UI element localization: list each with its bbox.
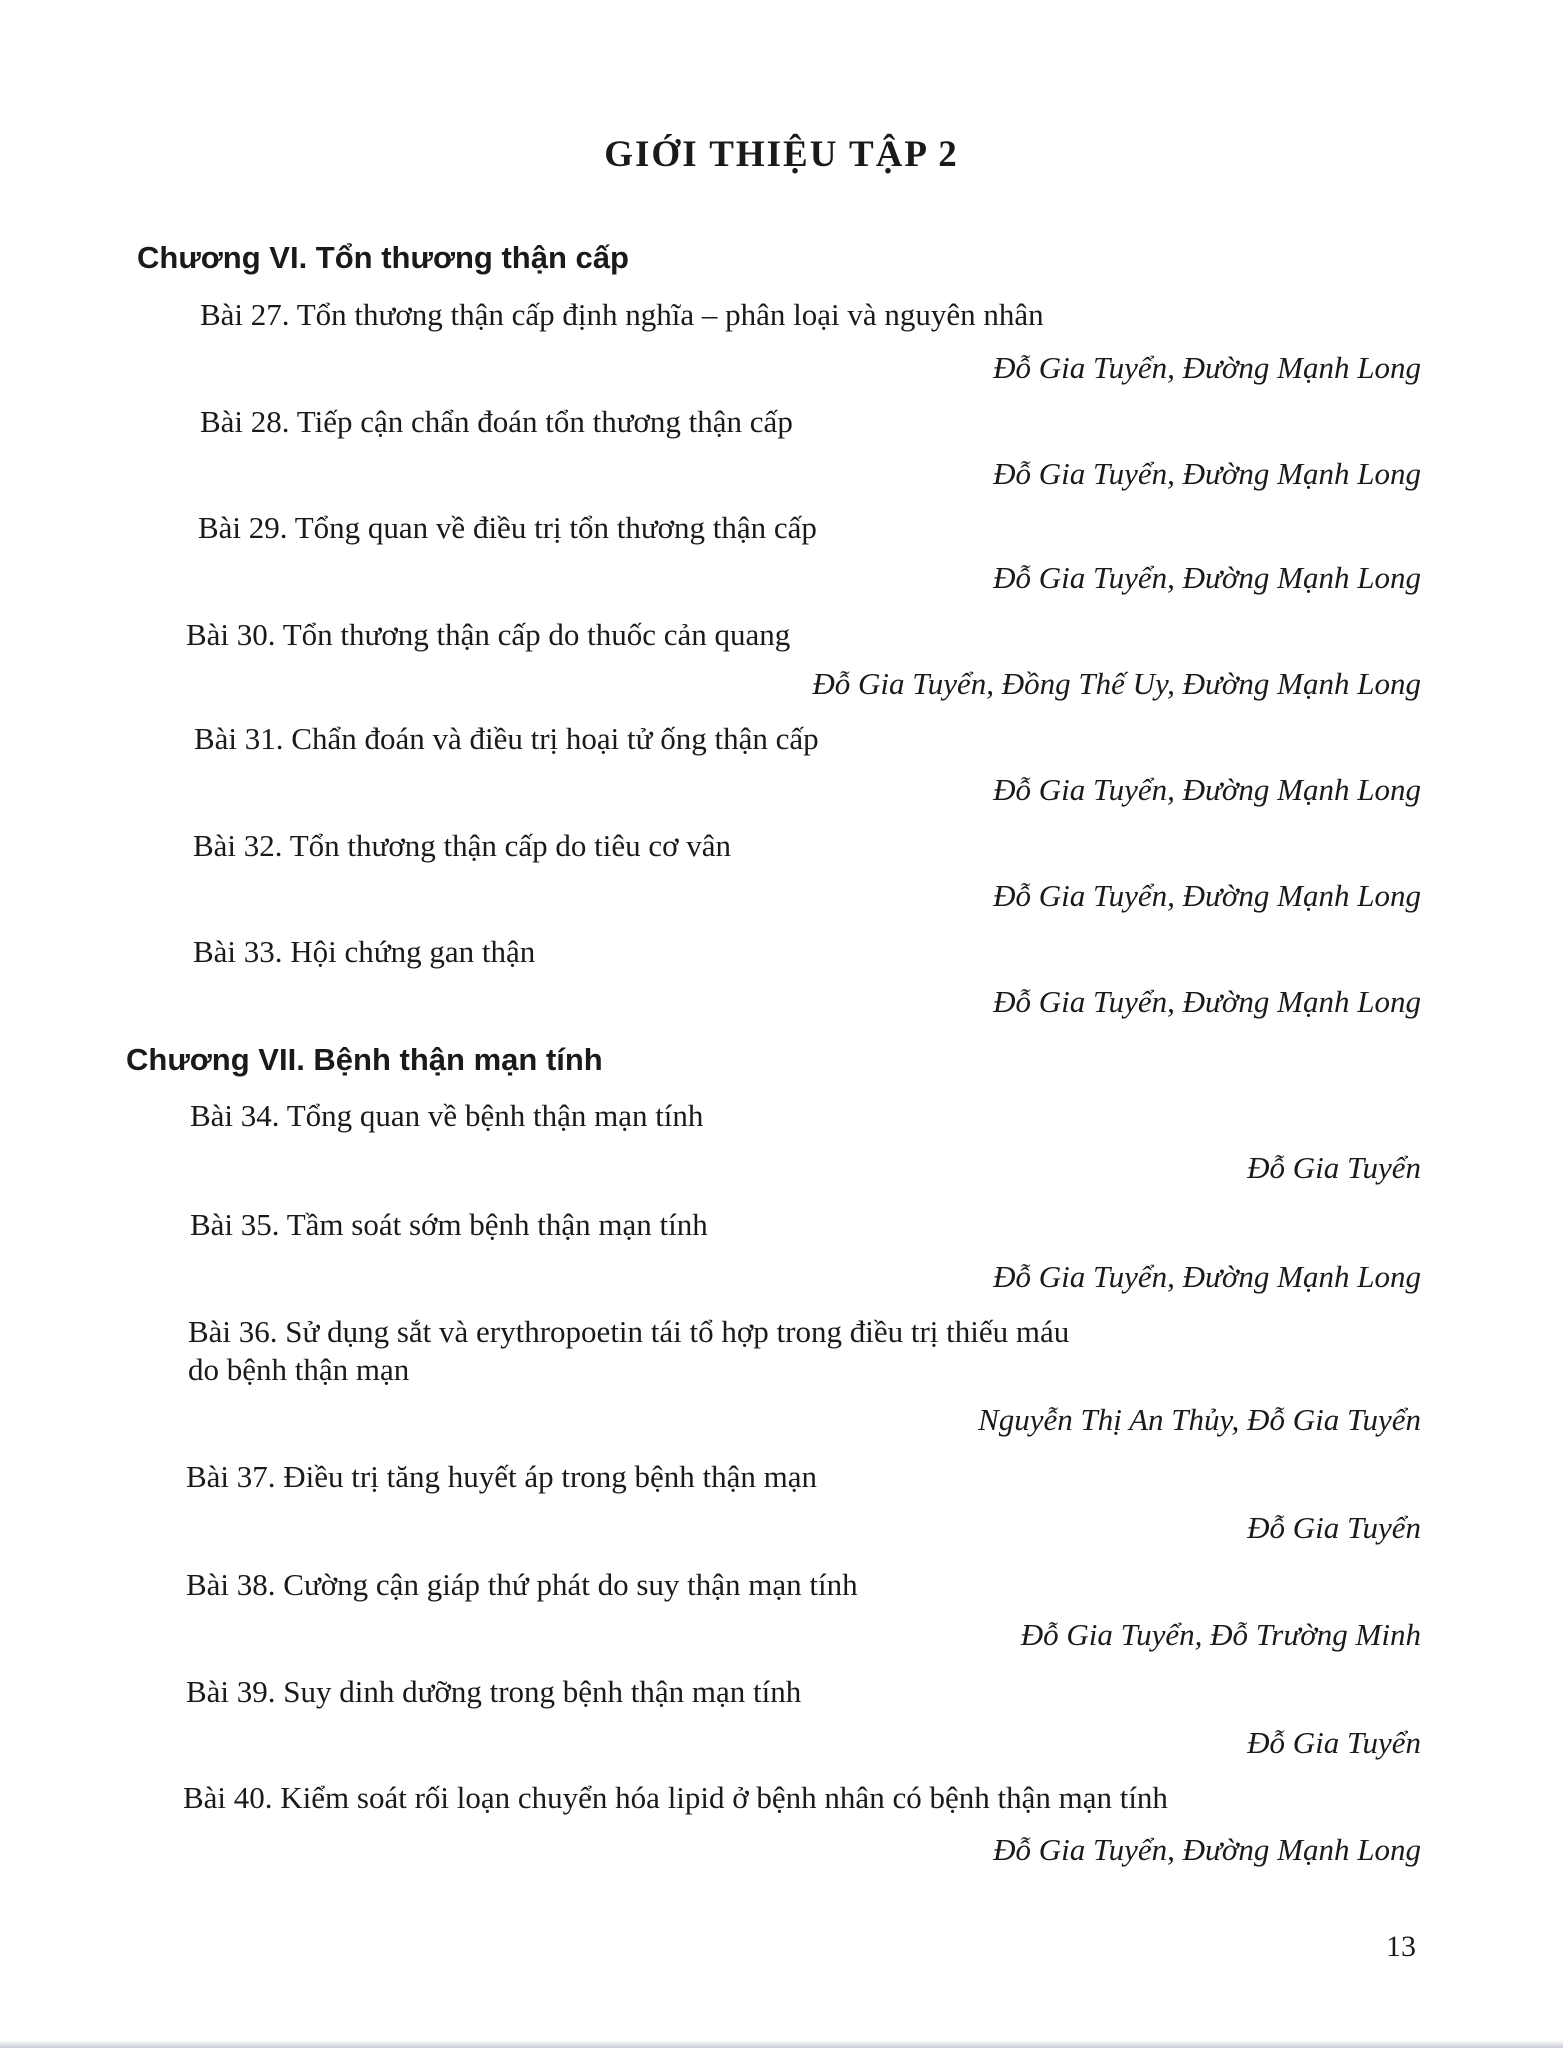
lesson-authors: Đỗ Gia Tuyển, Đỗ Trường Minh <box>1020 1617 1421 1652</box>
chapter-heading: Chương VI. Tổn thương thận cấp <box>137 240 629 275</box>
lesson-title: Bài 36. Sử dụng sắt và erythropoetin tái tổ hợp trong điều trị thiếu máu <box>188 1314 1070 1349</box>
page-number: 13 <box>1386 1930 1416 1963</box>
lesson-authors: Đỗ Gia Tuyển, Đồng Thế Uy, Đường Mạnh Long <box>812 666 1421 701</box>
lesson-title: Bài 29. Tổng quan về điều trị tổn thương thận cấp <box>198 510 817 545</box>
lesson-authors: Đỗ Gia Tuyển, Đường Mạnh Long <box>993 1259 1421 1294</box>
lesson-title: Bài 39. Suy dinh dưỡng trong bệnh thận mạn tính <box>186 1674 802 1709</box>
lesson-authors: Đỗ Gia Tuyển, Đường Mạnh Long <box>993 1832 1421 1867</box>
lesson-authors: Đỗ Gia Tuyển, Đường Mạnh Long <box>993 560 1421 595</box>
lesson-authors: Đỗ Gia Tuyển <box>1247 1150 1421 1185</box>
lesson-authors: Đỗ Gia Tuyển, Đường Mạnh Long <box>993 878 1421 913</box>
lesson-title: Bài 28. Tiếp cận chẩn đoán tổn thương thận cấp <box>200 404 793 439</box>
lesson-title-continued: do bệnh thận mạn <box>188 1352 410 1387</box>
lesson-authors: Đỗ Gia Tuyển <box>1247 1510 1421 1545</box>
page-title: GIỚI THIỆU TẬP 2 <box>604 134 959 175</box>
lesson-authors: Đỗ Gia Tuyển, Đường Mạnh Long <box>993 350 1421 385</box>
lesson-title: Bài 38. Cường cận giáp thứ phát do suy thận mạn tính <box>186 1567 858 1602</box>
lesson-authors: Đỗ Gia Tuyển, Đường Mạnh Long <box>993 984 1421 1019</box>
lesson-title: Bài 31. Chẩn đoán và điều trị hoại tử ống thận cấp <box>194 721 819 756</box>
lesson-title: Bài 34. Tổng quan về bệnh thận mạn tính <box>190 1098 704 1133</box>
scan-edge <box>0 2040 1563 2048</box>
lesson-title: Bài 27. Tổn thương thận cấp định nghĩa – phân loại và nguyên nhân <box>200 297 1044 332</box>
lesson-title: Bài 35. Tầm soát sớm bệnh thận mạn tính <box>190 1207 708 1242</box>
lesson-authors: Nguyễn Thị An Thủy, Đỗ Gia Tuyển <box>978 1402 1421 1437</box>
lesson-title: Bài 32. Tổn thương thận cấp do tiêu cơ vân <box>193 828 732 863</box>
lesson-title: Bài 37. Điều trị tăng huyết áp trong bệnh thận mạn <box>186 1459 818 1494</box>
lesson-title: Bài 40. Kiểm soát rối loạn chuyển hóa lipid ở bệnh nhân có bệnh thận mạn tính <box>183 1780 1168 1815</box>
lesson-authors: Đỗ Gia Tuyển, Đường Mạnh Long <box>993 772 1421 807</box>
lesson-authors: Đỗ Gia Tuyển, Đường Mạnh Long <box>993 456 1421 491</box>
lesson-authors: Đỗ Gia Tuyển <box>1247 1725 1421 1760</box>
lesson-title: Bài 30. Tổn thương thận cấp do thuốc cản quang <box>186 617 791 652</box>
lesson-title: Bài 33. Hội chứng gan thận <box>193 934 536 969</box>
chapter-heading: Chương VII. Bệnh thận mạn tính <box>126 1042 603 1077</box>
